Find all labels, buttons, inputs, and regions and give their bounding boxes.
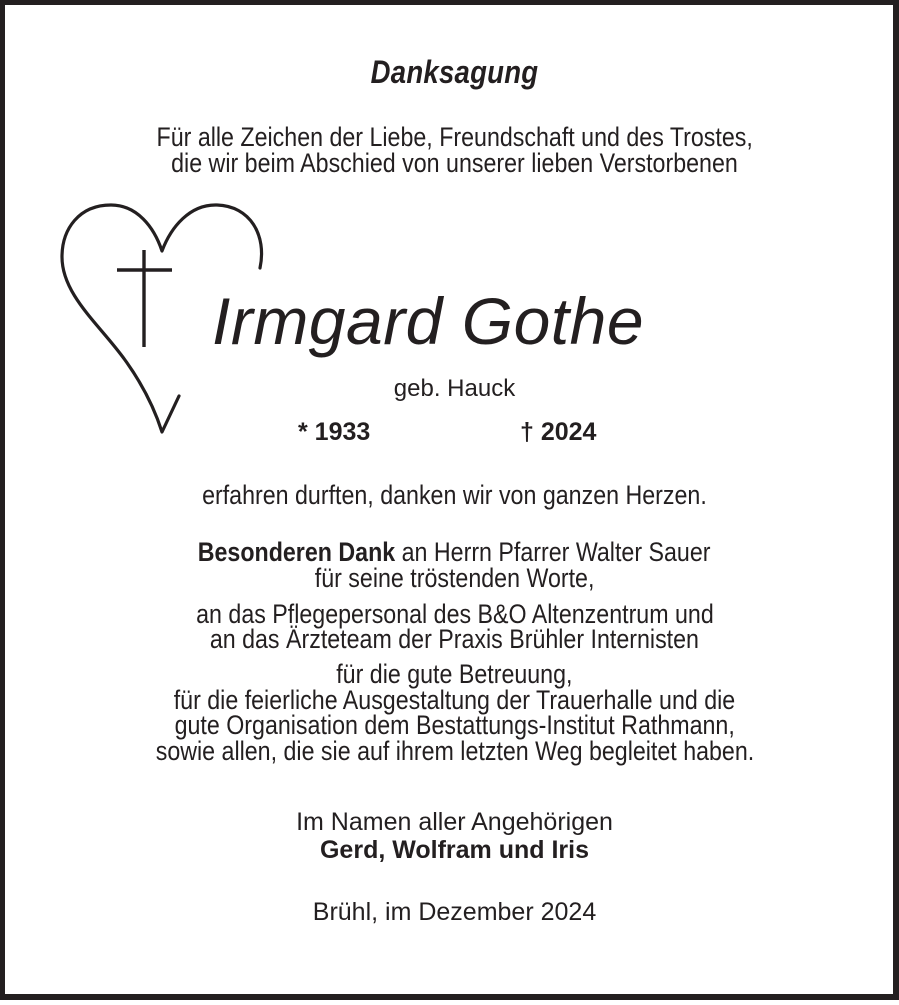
special-thanks-line-4-text: für die gute Betreuung,: [336, 659, 573, 689]
signatory-names: Gerd, Wolfram und Iris: [319, 836, 590, 864]
on-behalf-line: Im Namen aller Angehörigen: [296, 808, 613, 836]
special-thanks-line-3: [5, 624, 899, 654]
special-thanks-line-1-text: für seine tröstenden Worte,: [314, 563, 595, 593]
special-thanks-line-2-text: an das Pflegepersonal des B&O Altenzentrum und: [195, 599, 714, 629]
special-thanks-line-1: [5, 563, 899, 593]
special-thanks-line-3-text: an das Ärzteteam der Praxis Brühler Internisten: [209, 624, 700, 654]
intro-line-1-text: Für alle Zeichen der Liebe, Freundschaft und des Trostes,: [156, 122, 753, 152]
thanks-line-text: erfahren durften, danken wir von ganzen Herzen.: [202, 480, 707, 510]
special-thanks-line-6-text: gute Organisation dem Bestattungs-Institut Rathmann,: [174, 710, 735, 740]
birth-year: * 1933: [298, 418, 371, 446]
special-thanks-rest: an Herrn Pfarrer Walter Sauer: [395, 537, 711, 567]
notice-title-text: Danksagung: [370, 54, 539, 90]
special-thanks-line-5-text: für die feierliche Ausgestaltung der Trauerhalle und die: [173, 685, 736, 715]
special-thanks-bold: Besonderen Dank: [198, 537, 396, 567]
special-thanks-line-7: [5, 736, 899, 766]
death-year: † 2024: [520, 418, 597, 446]
place-date: Brühl, im Dezember 2024: [312, 898, 597, 926]
deceased-name: Irmgard Gothe: [212, 284, 645, 358]
thanks-line: [5, 480, 899, 510]
maiden-name: geb. Hauck: [393, 375, 516, 402]
special-thanks-line-7-text: sowie allen, die sie auf ihrem letzten Weg begleitet haben.: [155, 736, 754, 766]
intro-line-2-text: die wir beim Abschied von unserer lieben Verstorbenen: [171, 148, 738, 178]
